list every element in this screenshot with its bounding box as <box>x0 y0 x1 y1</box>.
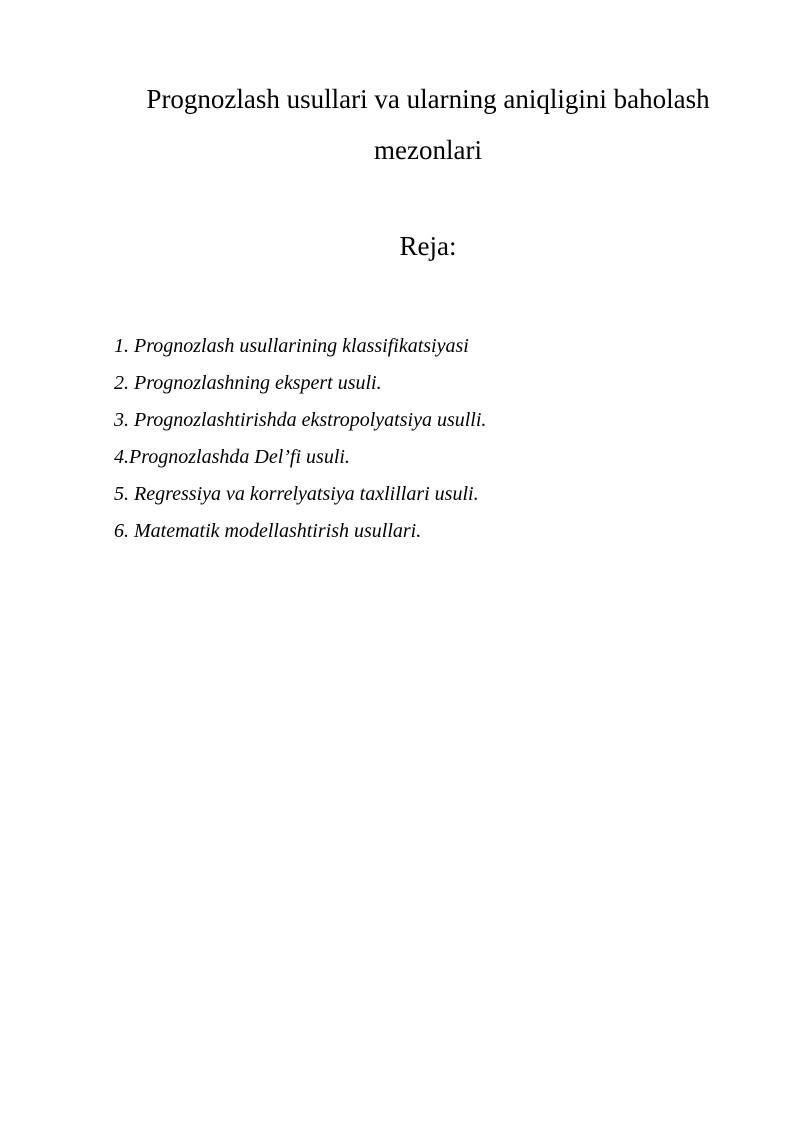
plan-item: 2. Prognozlashning ekspert usuli. <box>114 372 382 394</box>
plan-heading: Reja: <box>399 231 457 261</box>
plan-item: 1. Prognozlash usullarining klassifikatsiyasi <box>114 335 469 357</box>
plan-item: 6. Matematik modellashtirish usullari. <box>114 520 422 542</box>
plan-item: 3. Prognozlashtirishda ekstropolyatsiya usulli. <box>114 409 487 431</box>
plan-item: 4.Prognozlashda Del’fi usuli. <box>114 446 350 468</box>
plan-item: 5. Regressiya va korrelyatsiya taxlillari usuli. <box>114 483 479 505</box>
plan-list <box>114 328 486 550</box>
document-title: Prognozlash usullari va ularning aniqligini baholash mezonlari <box>146 84 710 165</box>
